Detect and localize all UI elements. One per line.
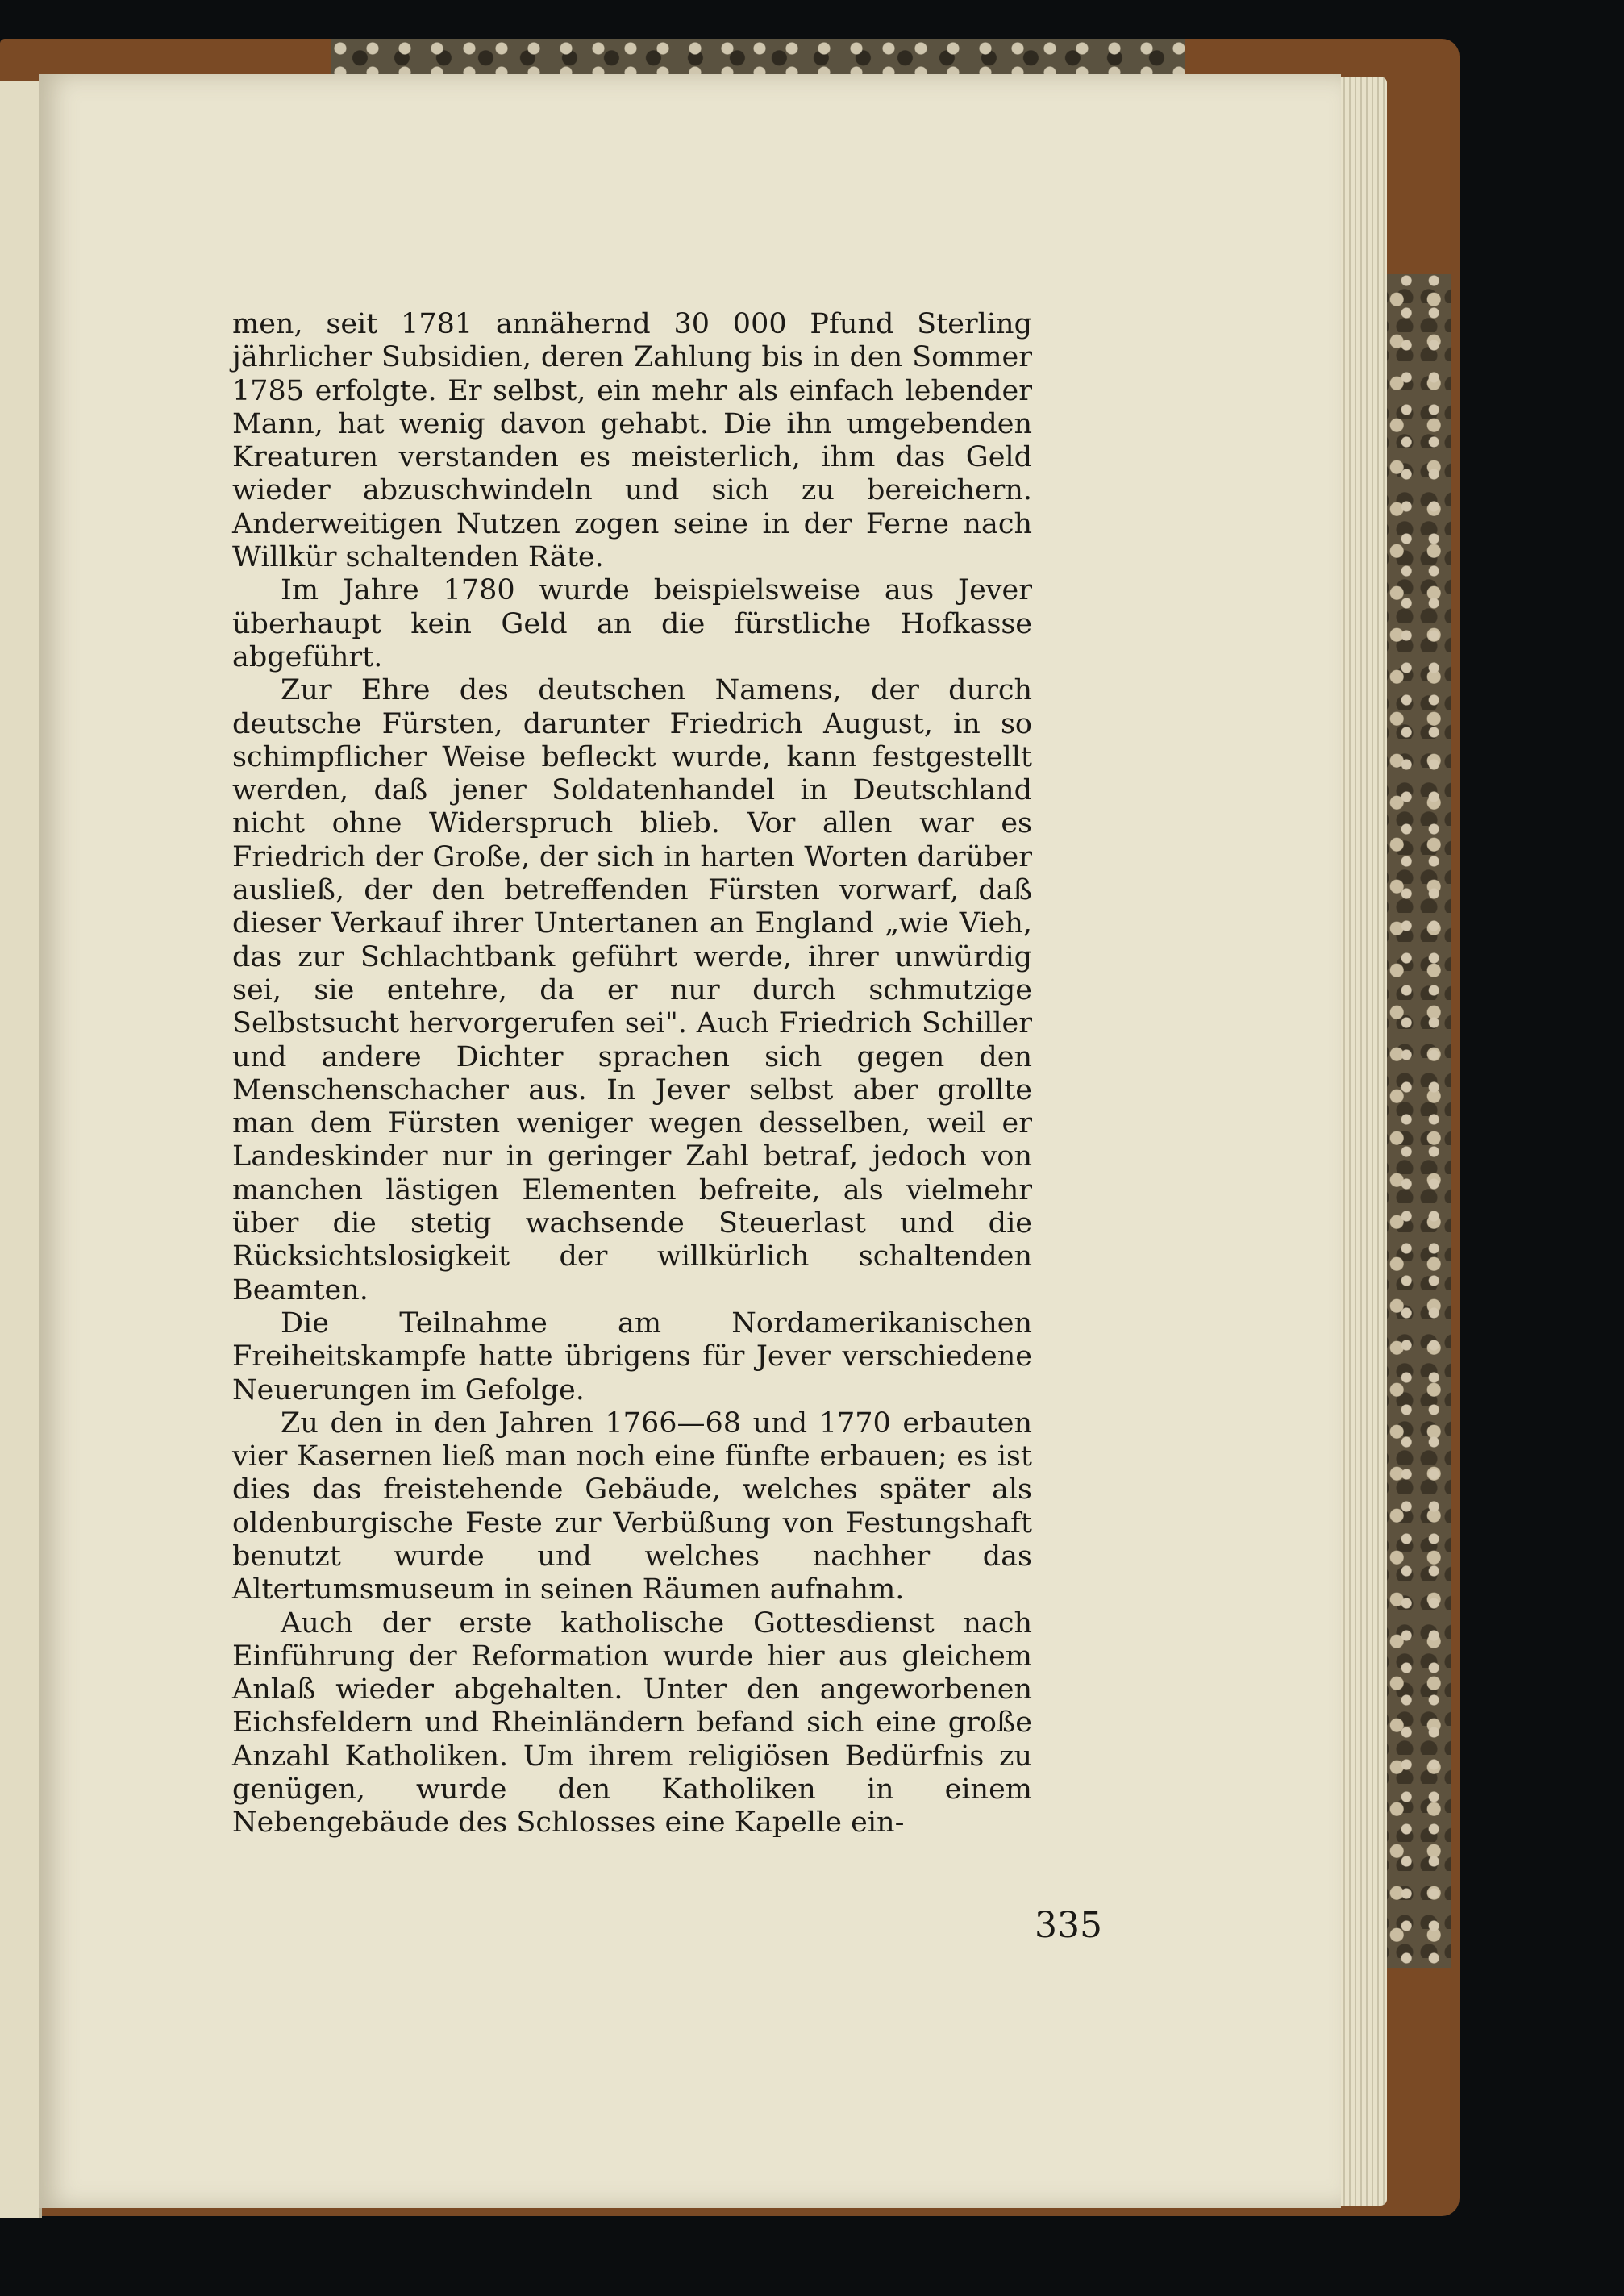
page-text (232, 308, 1032, 1840)
paragraph: Zu den in den Jahren 1766—68 und 1770 erbauten vier Kasernen ließ man noch eine fünfte erbauen; es ist dies das freistehende Gebäude, welches später als oldenburgische Feste zur Verbüßung von Festungshaft benutzt wurde und welches nachher das Altertumsmuseum in seinen Räumen aufnahm. (232, 1406, 1032, 1606)
facing-page (0, 81, 42, 2218)
book-page (39, 74, 1341, 2208)
page-number: 335 (1035, 1905, 1102, 1946)
paragraph: Die Teilnahme am Nordamerikanischen Freiheitskampfe hatte übrigens für Jever verschiedene Neuerungen im Gefolge. (232, 1306, 1032, 1406)
marbled-cover-top (331, 39, 1185, 77)
paragraph: Zur Ehre des deutschen Namens, der durch deutsche Fürsten, darunter Friedrich August, in so schimpflicher Weise befleckt wurde, kann festgestellt werden, daß jener Soldatenhandel in Deutschland nicht ohne Widerspruch blieb. Vor allen war es Friedrich der Große, der sich in harten Worten darüber ausließ, der den betreffenden Fürsten vorwarf, daß dieser Verkauf ihrer Untertanen an England „wie Vieh, das zur Schlachtbank geführt werde, ihrer unwürdig sei, sie entehre, da er nur durch schmutzige Selbstsucht hervorgerufen sei". Auch Friedrich Schiller und andere Dichter sprachen sich gegen den Menschenschacher aus. In Jever selbst aber grollte man dem Fürsten weniger wegen desselben, weil er Landeskinder nur in geringer Zahl betraf, jedoch von manchen lästigen Elementen befreite, als vielmehr über die stetig wachsende Steuerlast und die Rücksichtslosigkeit der willkürlich schaltenden Beamten. (232, 674, 1032, 1306)
paragraph: Auch der erste katholische Gottesdienst nach Einführung der Reformation wurde hier aus gleichem Anlaß wieder abgehalten. Unter den angeworbenen Eichsfeldern und Rheinländern befand sich eine große Anzahl Katholiken. Um ihrem religiösen Bedürfnis zu genügen, wurde den Katholiken in einem Nebengebäude des Schlosses eine Kapelle ein- (232, 1606, 1032, 1840)
paragraph: men, seit 1781 annähernd 30 000 Pfund Sterling jährlicher Subsidien, deren Zahlung bis in den Sommer 1785 erfolgte. Er selbst, ein mehr als einfach lebender Mann, hat wenig davon gehabt. Die ihn umgebenden Kreaturen verstanden es meisterlich, ihm das Geld wieder abzuschwindeln und sich zu bereichern. Anderweitigen Nutzen zogen seine in der Ferne nach Willkür schaltenden Räte. (232, 308, 1032, 574)
paragraph: Im Jahre 1780 wurde beispielsweise aus Jever überhaupt kein Geld an die fürstliche Hofkasse abgeführt. (232, 574, 1032, 673)
